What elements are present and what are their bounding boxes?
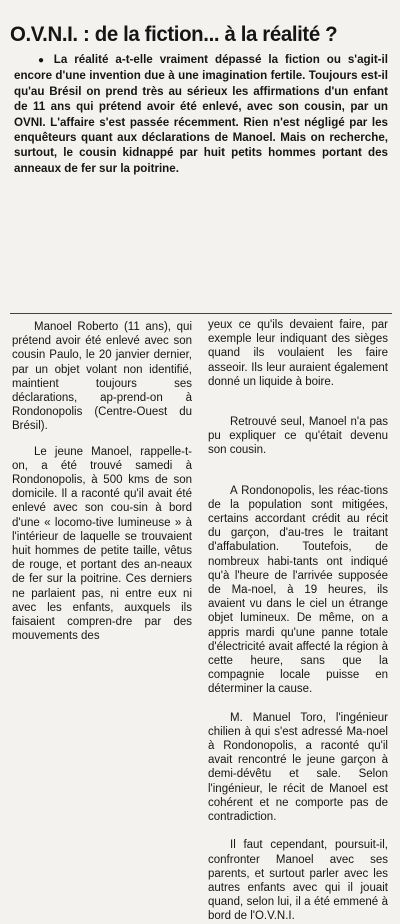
lead-bullet: ● (38, 55, 48, 66)
paragraph: Le jeune Manoel, rappelle-t-on, a été trouvé samedi à Rondonopolis, à 500 kms de son domicile. Il a raconté qu'il avait été enlevé avec son cou-sin à bord d'une « locomo-tive lumineuse » à l'intérieur de laquelle se trouvaient huit hommes de petite taille, vêtus de rouge, et portant des an-neaux de fer sur la poitrine. Ces derniers ne parlaient pas, ni entre eux ni avec les enfants, auxquels ils faisaient compren-dre par des mouvements des (12, 445, 192, 643)
left-column (12, 320, 192, 643)
article-lead (14, 52, 388, 176)
article-headline: O.V.N.I. : de la fiction... à la réalité ? (10, 22, 338, 47)
paragraph: Manoel Roberto (11 ans), qui prétend avoir été enlevé avec son cousin Paulo, le 20 janvier dernier, par un objet volant non identifié, maintient toujours ses déclarations, ap-prend-on à Rondonopolis (Centre-Ouest du Brésil). (12, 321, 192, 433)
paragraph: Retrouvé seul, Manoel n'a pas pu expliquer ce qu'était devenu son cousin. (208, 416, 388, 457)
section-divider (10, 313, 392, 314)
paragraph: A Rondonopolis, les réac-tions de la population sont mitigées, certains accordant crédit au récit du garçon, d'au-tres le traitant d'affabulation. Toutefois, de nombreux habi-tants ont indiqué qu'à l'heure de l'arrivée supposée de Ma-noel, à 19 heures, ils avaient vu dans le ciel un étrange objet lumineux. De même, on a appris mardi qu'une panne totale d'électricité avait affecté la région à cette heure, sans que la compagnie locale puisse en déterminer la cause. (208, 484, 388, 696)
paragraph: M. Manuel Toro, l'ingénieur chilien à qui s'est adressé Ma-noel à Rondonopolis, a raconté qu'il avait rencontré le jeune garçon à demi-dévêtu et sale. Selon l'ingénieur, le récit de Manoel est cohérent et ne comporte pas de contradiction. (208, 711, 388, 824)
right-column (208, 318, 388, 924)
paragraph: yeux ce qu'ils devaient faire, par exemple leur indiquant des sièges quand ils voulaient les faire asseoir. Ils leur auraient également donné un liquide à boire. (208, 319, 388, 388)
lead-text: La réalité a-t-elle vraiment dépassé la fiction ou s'agit-il encore d'une invention due à une imagination fertile. Toujours est-il qu'au Brésil on prend très au sérieux les affirmations d'un enfant de 11 ans qui prétend avoir été enlevé, avec son cousin, par un OVNI. L'affaire s'est passée récemment. Rien n'est négligé par les enquêteurs quant aux déclarations de Manoel. Mais on recherche, surtout, le cousin kidnappé par huit petits hommes portant des anneaux de fer sur la poitrine. (14, 53, 388, 175)
paragraph: Il faut cependant, poursuit-il, confronter Manoel avec ses parents, et surtout parler avec les autres enfants avec qui il jouait quand, selon lui, il a été emmené à bord de l'O.V.N.I. (208, 839, 388, 923)
